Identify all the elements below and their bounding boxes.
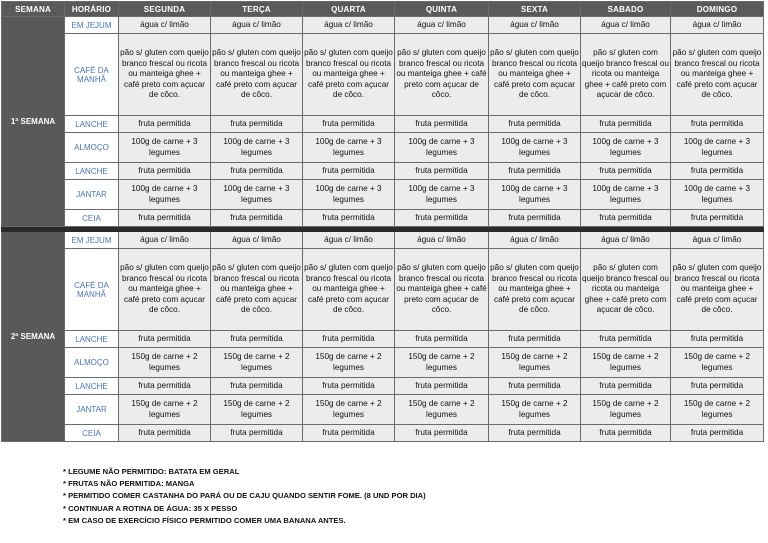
meal-cell	[119, 116, 211, 133]
header-domingo: DOMINGO	[671, 2, 764, 17]
meal-cell-text: fruta permitida	[690, 333, 744, 343]
meal-cell	[581, 133, 671, 163]
meal-cell	[581, 249, 671, 331]
header-quarta: QUARTA	[303, 2, 395, 17]
meal-cell-text: fruta permitida	[415, 165, 468, 175]
meal-cell	[671, 180, 764, 210]
meal-cell-text: fruta permitida	[690, 165, 744, 175]
meal-cell-text: água c/ limão	[232, 19, 281, 29]
meal-cell-text: água c/ limão	[601, 19, 650, 29]
meal-cell	[119, 348, 211, 378]
meal-cell	[211, 34, 303, 116]
meal-time-label: CAFÉ DA MANHÃ	[65, 249, 119, 331]
meal-cell-text: fruta permitida	[415, 427, 468, 437]
meal-time-label: CEIA	[65, 210, 119, 227]
meal-cell-text: 150g de carne + 2 legumes	[592, 352, 659, 372]
meal-time-label: CEIA	[65, 425, 119, 442]
meal-cell-text: fruta permitida	[415, 333, 468, 343]
meal-cell-text: 150g de carne + 2 legumes	[223, 399, 290, 419]
table-row	[2, 331, 764, 348]
meal-cell-text: fruta permitida	[599, 333, 652, 343]
table-row	[2, 180, 764, 210]
meal-cell	[395, 163, 489, 180]
meal-cell-text: 150g de carne + 2 legumes	[223, 352, 290, 372]
meal-cell	[671, 249, 764, 331]
table-row	[2, 133, 764, 163]
meal-cell	[489, 133, 581, 163]
notes-block	[63, 466, 426, 527]
meal-cell-text: água c/ limão	[510, 19, 559, 29]
meal-cell	[303, 210, 395, 227]
meal-cell	[119, 395, 211, 425]
meal-cell-text: fruta permitida	[322, 380, 375, 390]
meal-cell	[119, 378, 211, 395]
meal-cell	[581, 395, 671, 425]
meal-cell	[489, 348, 581, 378]
note-line: * PERMITIDO COMER CASTANHA DO PARÁ OU DE CAJU QUANDO SENTIR FOME. (8 UND POR DIA)	[63, 491, 426, 501]
meal-cell-text: 150g de carne + 2 legumes	[315, 352, 382, 372]
meal-cell-text: água c/ limão	[417, 19, 466, 29]
table-row	[2, 17, 764, 34]
meal-cell	[581, 163, 671, 180]
meal-cell	[489, 17, 581, 34]
meal-cell	[211, 133, 303, 163]
meal-cell	[211, 378, 303, 395]
meal-cell-text: 100g de carne + 3 legumes	[592, 137, 659, 157]
meal-plan-table	[1, 1, 764, 442]
meal-cell-text: fruta permitida	[599, 165, 652, 175]
meal-cell-text: fruta permitida	[322, 165, 375, 175]
meal-cell-text: fruta permitida	[322, 118, 375, 128]
meal-cell	[303, 133, 395, 163]
meal-cell-text: 100g de carne + 3 legumes	[683, 184, 751, 204]
meal-cell-text: fruta permitida	[138, 212, 191, 222]
meal-cell	[581, 331, 671, 348]
meal-cell-text: 100g de carne + 3 legumes	[592, 184, 659, 204]
meal-time-label: EM JEJUM	[65, 232, 119, 249]
meal-cell-text: 150g de carne + 2 legumes	[592, 399, 659, 419]
meal-cell-text: pão s/ gluten com queijo branco frescal ou ricota ou manteiga ghee + café preto com açucar de côco.	[582, 48, 669, 100]
meal-cell	[489, 395, 581, 425]
meal-cell-text: fruta permitida	[322, 212, 375, 222]
meal-cell-text: 100g de carne + 3 legumes	[501, 137, 568, 157]
meal-cell	[581, 17, 671, 34]
meal-cell	[489, 331, 581, 348]
header-semana: SEMANA	[2, 2, 65, 17]
meal-cell	[303, 425, 395, 442]
meal-cell	[303, 34, 395, 116]
header-horario: HORÁRIO	[65, 2, 119, 17]
meal-cell-text: 100g de carne + 3 legumes	[501, 184, 568, 204]
meal-cell-text: fruta permitida	[230, 333, 283, 343]
meal-time-label: EM JEJUM	[65, 17, 119, 34]
meal-cell-text: fruta permitida	[508, 427, 561, 437]
meal-cell-text: 100g de carne + 3 legumes	[223, 137, 290, 157]
meal-cell	[671, 348, 764, 378]
table-row	[2, 249, 764, 331]
meal-cell	[581, 232, 671, 249]
meal-cell	[303, 17, 395, 34]
meal-cell	[211, 395, 303, 425]
meal-cell	[303, 249, 395, 331]
meal-cell-text: pão s/ gluten com queijo branco frescal ou ricota ou manteiga ghee + café preto com açucar de côco.	[672, 263, 762, 315]
meal-cell-text: fruta permitida	[138, 333, 191, 343]
meal-cell	[395, 17, 489, 34]
meal-cell-text: água c/ limão	[510, 234, 559, 244]
meal-time-label: LANCHE	[65, 163, 119, 180]
meal-cell	[395, 395, 489, 425]
meal-cell-text: pão s/ gluten com queijo branco frescal ou ricota ou manteiga ghee + café preto com açucar de côco.	[396, 263, 487, 315]
meal-cell	[581, 210, 671, 227]
meal-cell-text: fruta permitida	[322, 427, 375, 437]
meal-cell-text: fruta permitida	[415, 380, 468, 390]
note-line: * LEGUME NÃO PERMITIDO: BATATA EM GERAL	[63, 467, 240, 476]
meal-cell-text: pão s/ gluten com queijo branco frescal ou ricota ou manteiga ghee + café preto com açucar de côco.	[212, 48, 301, 100]
table-row	[2, 425, 764, 442]
table-row	[2, 116, 764, 133]
meal-cell	[671, 133, 764, 163]
meal-cell	[671, 163, 764, 180]
meal-cell-text: 150g de carne + 2 legumes	[683, 352, 751, 372]
meal-time-label: ALMOÇO	[65, 348, 119, 378]
header-row	[2, 2, 764, 17]
meal-cell-text: 150g de carne + 2 legumes	[315, 399, 382, 419]
table-row	[2, 232, 764, 249]
meal-cell	[581, 378, 671, 395]
meal-cell	[119, 163, 211, 180]
meal-cell	[395, 34, 489, 116]
meal-cell	[489, 116, 581, 133]
meal-cell	[395, 133, 489, 163]
meal-cell	[489, 232, 581, 249]
meal-cell-text: fruta permitida	[508, 165, 561, 175]
meal-cell-text: 100g de carne + 3 legumes	[131, 184, 198, 204]
meal-cell-text: fruta permitida	[599, 212, 652, 222]
meal-cell	[489, 34, 581, 116]
note-line: * FRUTAS NÃO PERMITIDA: MANGA	[63, 479, 195, 489]
header-quinta: QUINTA	[395, 2, 489, 17]
meal-cell	[671, 116, 764, 133]
table-row	[2, 378, 764, 395]
week-label: 2ª SEMANA	[2, 232, 65, 442]
meal-cell-text: água c/ limão	[140, 234, 189, 244]
table-row	[2, 210, 764, 227]
meal-cell	[671, 425, 764, 442]
week-label: 1ª SEMANA	[2, 17, 65, 227]
meal-cell	[489, 180, 581, 210]
meal-cell-text: fruta permitida	[508, 118, 561, 128]
meal-cell-text: pão s/ gluten com queijo branco frescal ou ricota ou manteiga ghee + café preto com açucar de côco.	[304, 48, 393, 100]
meal-cell	[303, 180, 395, 210]
meal-time-label: JANTAR	[65, 395, 119, 425]
meal-cell	[671, 34, 764, 116]
meal-cell	[395, 378, 489, 395]
meal-cell-text: água c/ limão	[324, 19, 373, 29]
meal-cell	[489, 163, 581, 180]
meal-time-label: ALMOÇO	[65, 133, 119, 163]
meal-cell-text: pão s/ gluten com queijo branco frescal ou ricota ou manteiga ghee + café preto com açucar de côco.	[490, 48, 579, 100]
meal-cell	[671, 395, 764, 425]
meal-cell-text: fruta permitida	[690, 380, 744, 390]
meal-cell	[211, 425, 303, 442]
meal-cell-text: 150g de carne + 2 legumes	[408, 352, 475, 372]
meal-cell	[581, 348, 671, 378]
meal-cell-text: pão s/ gluten com queijo branco frescal ou ricota ou manteiga ghee + café preto com açucar de côco.	[304, 263, 393, 315]
meal-cell-text: 100g de carne + 3 legumes	[223, 184, 290, 204]
meal-cell-text: 150g de carne + 2 legumes	[131, 399, 198, 419]
meal-cell	[303, 395, 395, 425]
meal-cell-text: fruta permitida	[230, 212, 283, 222]
meal-time-label: LANCHE	[65, 378, 119, 395]
header-sexta: SEXTA	[489, 2, 581, 17]
meal-time-label: CAFÉ DA MANHÃ	[65, 34, 119, 116]
meal-cell	[395, 232, 489, 249]
meal-cell-text: pão s/ gluten com queijo branco frescal ou ricota ou manteiga ghee + café preto com açucar de côco.	[672, 48, 762, 100]
meal-cell	[119, 180, 211, 210]
meal-cell-text: fruta permitida	[508, 333, 561, 343]
meal-cell-text: 100g de carne + 3 legumes	[683, 137, 751, 157]
meal-cell	[671, 17, 764, 34]
meal-cell-text: água c/ limão	[601, 234, 650, 244]
meal-cell-text: água c/ limão	[140, 19, 189, 29]
meal-cell	[671, 232, 764, 249]
meal-cell-text: 100g de carne + 3 legumes	[131, 137, 198, 157]
meal-cell-text: fruta permitida	[599, 118, 652, 128]
meal-cell	[581, 180, 671, 210]
meal-cell-text: fruta permitida	[230, 165, 283, 175]
meal-cell-text: 150g de carne + 2 legumes	[131, 352, 198, 372]
note-line: * EM CASO DE EXERCÍCIO FÍSICO PERMITIDO COMER UMA BANANA ANTES.	[63, 515, 346, 525]
meal-cell	[489, 425, 581, 442]
meal-cell-text: água c/ limão	[692, 19, 742, 29]
table-row	[2, 395, 764, 425]
meal-cell	[395, 348, 489, 378]
meal-cell-text: fruta permitida	[690, 118, 744, 128]
meal-cell-text: fruta permitida	[230, 380, 283, 390]
meal-cell-text: fruta permitida	[230, 118, 283, 128]
meal-cell-text: pão s/ gluten com queijo branco frescal ou ricota ou manteiga ghee + café preto com açucar de côco.	[582, 263, 669, 315]
meal-cell	[211, 348, 303, 378]
meal-cell	[119, 210, 211, 227]
meal-cell	[119, 331, 211, 348]
meal-cell-text: fruta permitida	[508, 380, 561, 390]
meal-cell	[303, 163, 395, 180]
meal-time-label: LANCHE	[65, 116, 119, 133]
meal-cell-text: fruta permitida	[508, 212, 561, 222]
meal-cell	[211, 249, 303, 331]
meal-cell	[489, 210, 581, 227]
meal-cell	[303, 378, 395, 395]
table-row	[2, 34, 764, 116]
meal-cell-text: água c/ limão	[324, 234, 373, 244]
meal-cell	[671, 331, 764, 348]
meal-cell	[489, 378, 581, 395]
meal-cell-text: fruta permitida	[138, 165, 191, 175]
meal-cell-text: fruta permitida	[690, 212, 744, 222]
meal-cell-text: pão s/ gluten com queijo branco frescal ou ricota ou manteiga ghee + café preto com açucar de côco.	[120, 263, 209, 315]
meal-cell	[211, 163, 303, 180]
meal-cell	[303, 116, 395, 133]
meal-cell-text: fruta permitida	[599, 380, 652, 390]
meal-cell	[303, 348, 395, 378]
meal-cell	[395, 210, 489, 227]
meal-cell-text: água c/ limão	[232, 234, 281, 244]
meal-cell-text: fruta permitida	[322, 333, 375, 343]
meal-cell	[395, 331, 489, 348]
meal-cell-text: fruta permitida	[138, 118, 191, 128]
meal-cell-text: pão s/ gluten com queijo branco frescal ou ricota ou manteiga ghee + café preto com açucar de côco.	[120, 48, 209, 100]
meal-cell-text: 150g de carne + 2 legumes	[408, 399, 475, 419]
meal-cell-text: 100g de carne + 3 legumes	[315, 184, 382, 204]
meal-cell-text: 100g de carne + 3 legumes	[315, 137, 382, 157]
table-row	[2, 163, 764, 180]
meal-cell-text: fruta permitida	[599, 427, 652, 437]
table-row	[2, 348, 764, 378]
meal-time-label: LANCHE	[65, 331, 119, 348]
meal-cell-text: água c/ limão	[417, 234, 466, 244]
meal-cell	[671, 210, 764, 227]
meal-cell	[395, 180, 489, 210]
meal-cell-text: pão s/ gluten com queijo branco frescal ou ricota ou manteiga ghee + café preto com açucar de côco.	[396, 48, 487, 100]
meal-cell-text: fruta permitida	[415, 212, 468, 222]
meal-cell	[211, 17, 303, 34]
meal-cell	[303, 331, 395, 348]
meal-cell	[119, 425, 211, 442]
meal-cell	[211, 180, 303, 210]
meal-cell	[489, 249, 581, 331]
meal-cell-text: fruta permitida	[138, 380, 191, 390]
header-terca: TERÇA	[211, 2, 303, 17]
meal-cell-text: pão s/ gluten com queijo branco frescal ou ricota ou manteiga ghee + café preto com açucar de côco.	[490, 263, 579, 315]
meal-cell-text: 100g de carne + 3 legumes	[408, 184, 475, 204]
meal-cell-text: fruta permitida	[230, 427, 283, 437]
meal-cell	[303, 232, 395, 249]
meal-cell	[581, 34, 671, 116]
meal-cell-text: 150g de carne + 2 legumes	[683, 399, 751, 419]
meal-cell	[581, 425, 671, 442]
meal-cell	[119, 17, 211, 34]
meal-cell-text: 150g de carne + 2 legumes	[501, 399, 568, 419]
meal-cell	[211, 232, 303, 249]
meal-cell	[211, 331, 303, 348]
meal-time-label: JANTAR	[65, 180, 119, 210]
meal-cell-text: 100g de carne + 3 legumes	[408, 137, 475, 157]
meal-cell	[581, 116, 671, 133]
meal-cell	[119, 34, 211, 116]
header-segunda: SEGUNDA	[119, 2, 211, 17]
meal-cell-text: fruta permitida	[690, 427, 744, 437]
meal-cell-text: pão s/ gluten com queijo branco frescal ou ricota ou manteiga ghee + café preto com açucar de côco.	[212, 263, 301, 315]
meal-cell-text: água c/ limão	[692, 234, 742, 244]
meal-cell	[671, 378, 764, 395]
meal-cell	[395, 116, 489, 133]
meal-cell-text: 150g de carne + 2 legumes	[501, 352, 568, 372]
note-line: * CONTINUAR A ROTINA DE ÁGUA: 35 X PESSO	[63, 503, 238, 513]
meal-cell-text: fruta permitida	[415, 118, 468, 128]
meal-cell	[395, 425, 489, 442]
meal-cell	[211, 210, 303, 227]
meal-cell	[119, 249, 211, 331]
meal-cell	[119, 133, 211, 163]
meal-cell	[211, 116, 303, 133]
meal-cell	[395, 249, 489, 331]
header-sabado: SABADO	[581, 2, 671, 17]
meal-cell	[119, 232, 211, 249]
meal-cell-text: fruta permitida	[138, 427, 191, 437]
